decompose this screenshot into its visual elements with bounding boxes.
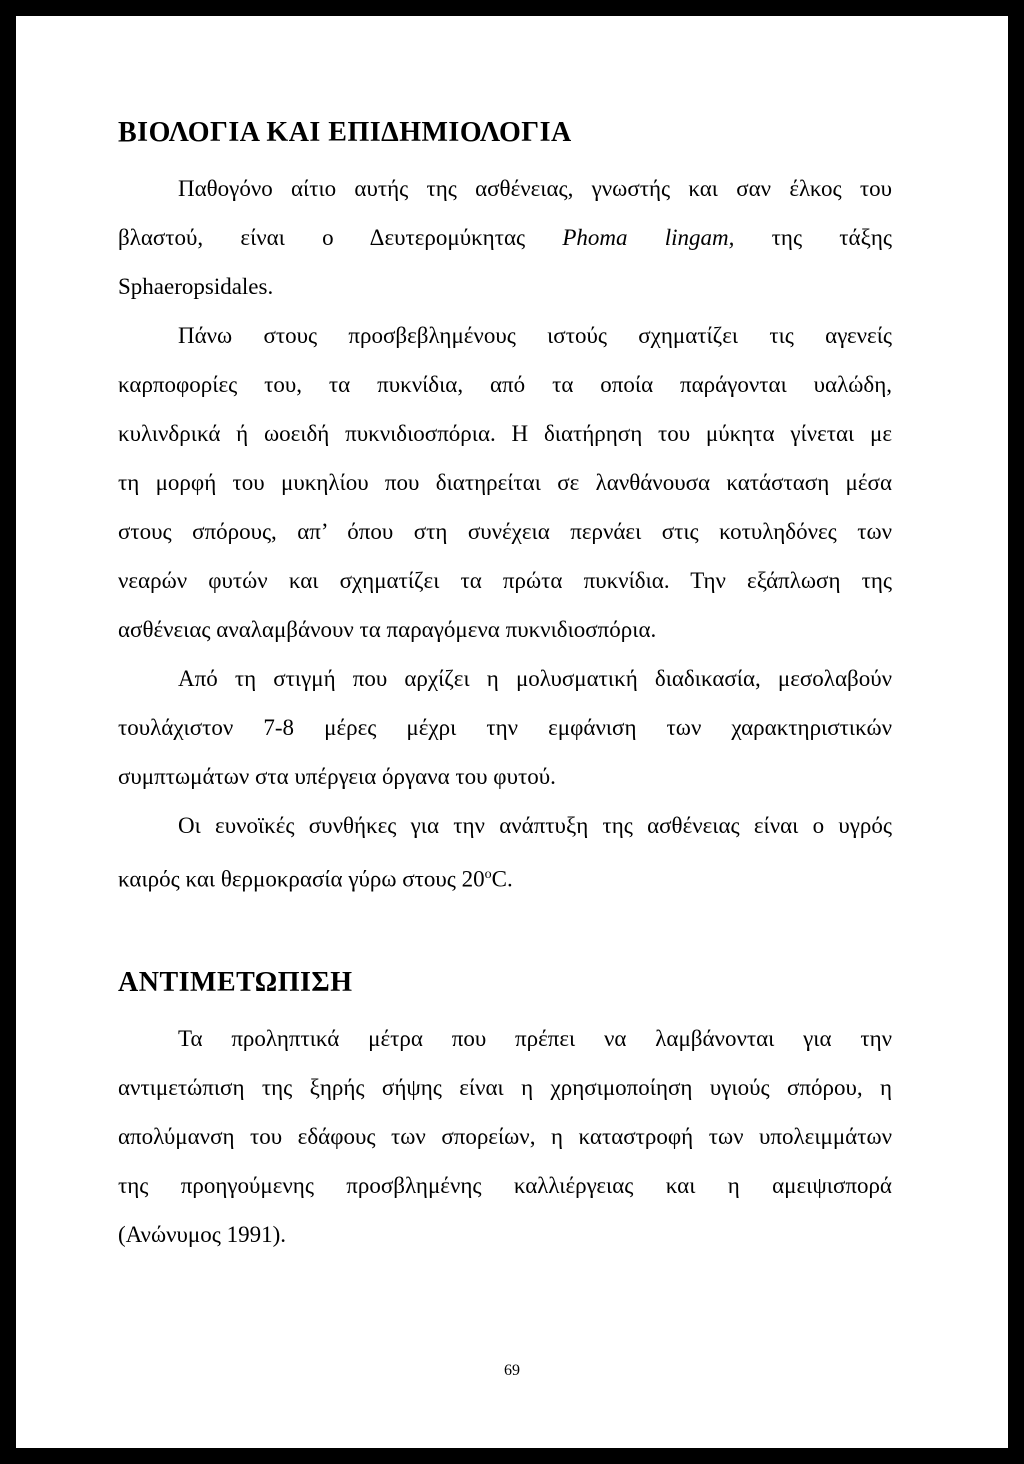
page-number: 69 (504, 1362, 520, 1379)
paragraph (118, 801, 892, 904)
text-fragment: βλαστού, είναι ο Δευτερομύκητας (118, 225, 563, 250)
section-treatment (118, 966, 892, 1259)
text-line: τη μορφή του μυκηλίου που διατηρείται σε λανθάνουσα κατάσταση μέσα (118, 470, 892, 495)
text-line: καρποφορίες του, τα πυκνίδια, από τα οποία παράγονται υαλώδη, (118, 372, 892, 397)
text-line: Πάνω στους προσβεβλημένους ιστούς σχηματίζει τις αγενείς (178, 323, 892, 348)
paragraph (118, 164, 892, 311)
text-line: αντιμετώπιση της ξηρής σήψης είναι η χρησιμοποίηση υγιούς σπόρου, η (118, 1074, 892, 1100)
text-line: συμπτωμάτων στα υπέργεια όργανα του φυτού. (118, 764, 556, 789)
degree-superscript: o (484, 867, 492, 882)
text-line: στους σπόρους, απ’ όπου στη συνέχεια περνάει στις κοτυληδόνες των (118, 519, 892, 544)
text-line: απολύμανση του εδάφους των σπορείων, η καταστροφή των υπολειμμάτων (118, 1123, 892, 1149)
text-fragment: C. (491, 866, 513, 892)
paragraph (118, 654, 892, 801)
paragraph (118, 311, 892, 654)
section-heading: ΑΝΤΙΜΕΤΩΠΙΣΗ (118, 966, 353, 998)
text-line: Από τη στιγμή που αρχίζει η μολυσματική διαδικασία, μεσολαβούν (178, 666, 892, 691)
text-line (118, 213, 892, 262)
document-content (118, 116, 892, 1259)
text-fragment: της τάξης (734, 225, 892, 250)
text-fragment: καιρός και θερμοκρασία γύρω στους 20 (118, 866, 485, 892)
scientific-name: Phoma lingam, (562, 225, 735, 250)
text-line: Οι ευνοϊκές συνθήκες για την ανάπτυξη της ασθένειας είναι ο υγρός (178, 813, 892, 838)
section-heading: ΒΙΟΛΟΓΙΑ ΚΑΙ ΕΠΙΔΗΜΙΟΛΟΓΙΑ (118, 117, 572, 148)
text-line: Τα προληπτικά μέτρα που πρέπει να λαμβάνονται για την (178, 1025, 892, 1051)
text-line: νεαρών φυτών και σχηματίζει τα πρώτα πυκνίδια. Την εξάπλωση της (118, 568, 892, 593)
text-line: ασθένειας αναλαμβάνουν τα παραγόμενα πυκνιδιοσπόρια. (118, 617, 657, 642)
text-line: τουλάχιστον 7-8 μέρες μέχρι την εμφάνιση των χαρακτηριστικών (118, 715, 892, 740)
text-line: της προηγούμενης προσβλημένης καλλιέργειας και η αμειψισπορά (118, 1172, 892, 1198)
paragraph (118, 1014, 892, 1259)
text-line: κυλινδρικά ή ωοειδή πυκνιδιοσπόρια. Η διατήρηση του μύκητα γίνεται με (118, 421, 892, 446)
section-biology-epidemiology (118, 116, 892, 904)
document-page (16, 16, 1008, 1448)
text-line (118, 850, 892, 904)
text-line: Sphaeropsidales. (118, 274, 274, 299)
text-line: Παθογόνο αίτιο αυτής της ασθένειας, γνωστής και σαν έλκος του (178, 176, 892, 201)
text-line: (Ανώνυμος 1991). (118, 1221, 286, 1247)
